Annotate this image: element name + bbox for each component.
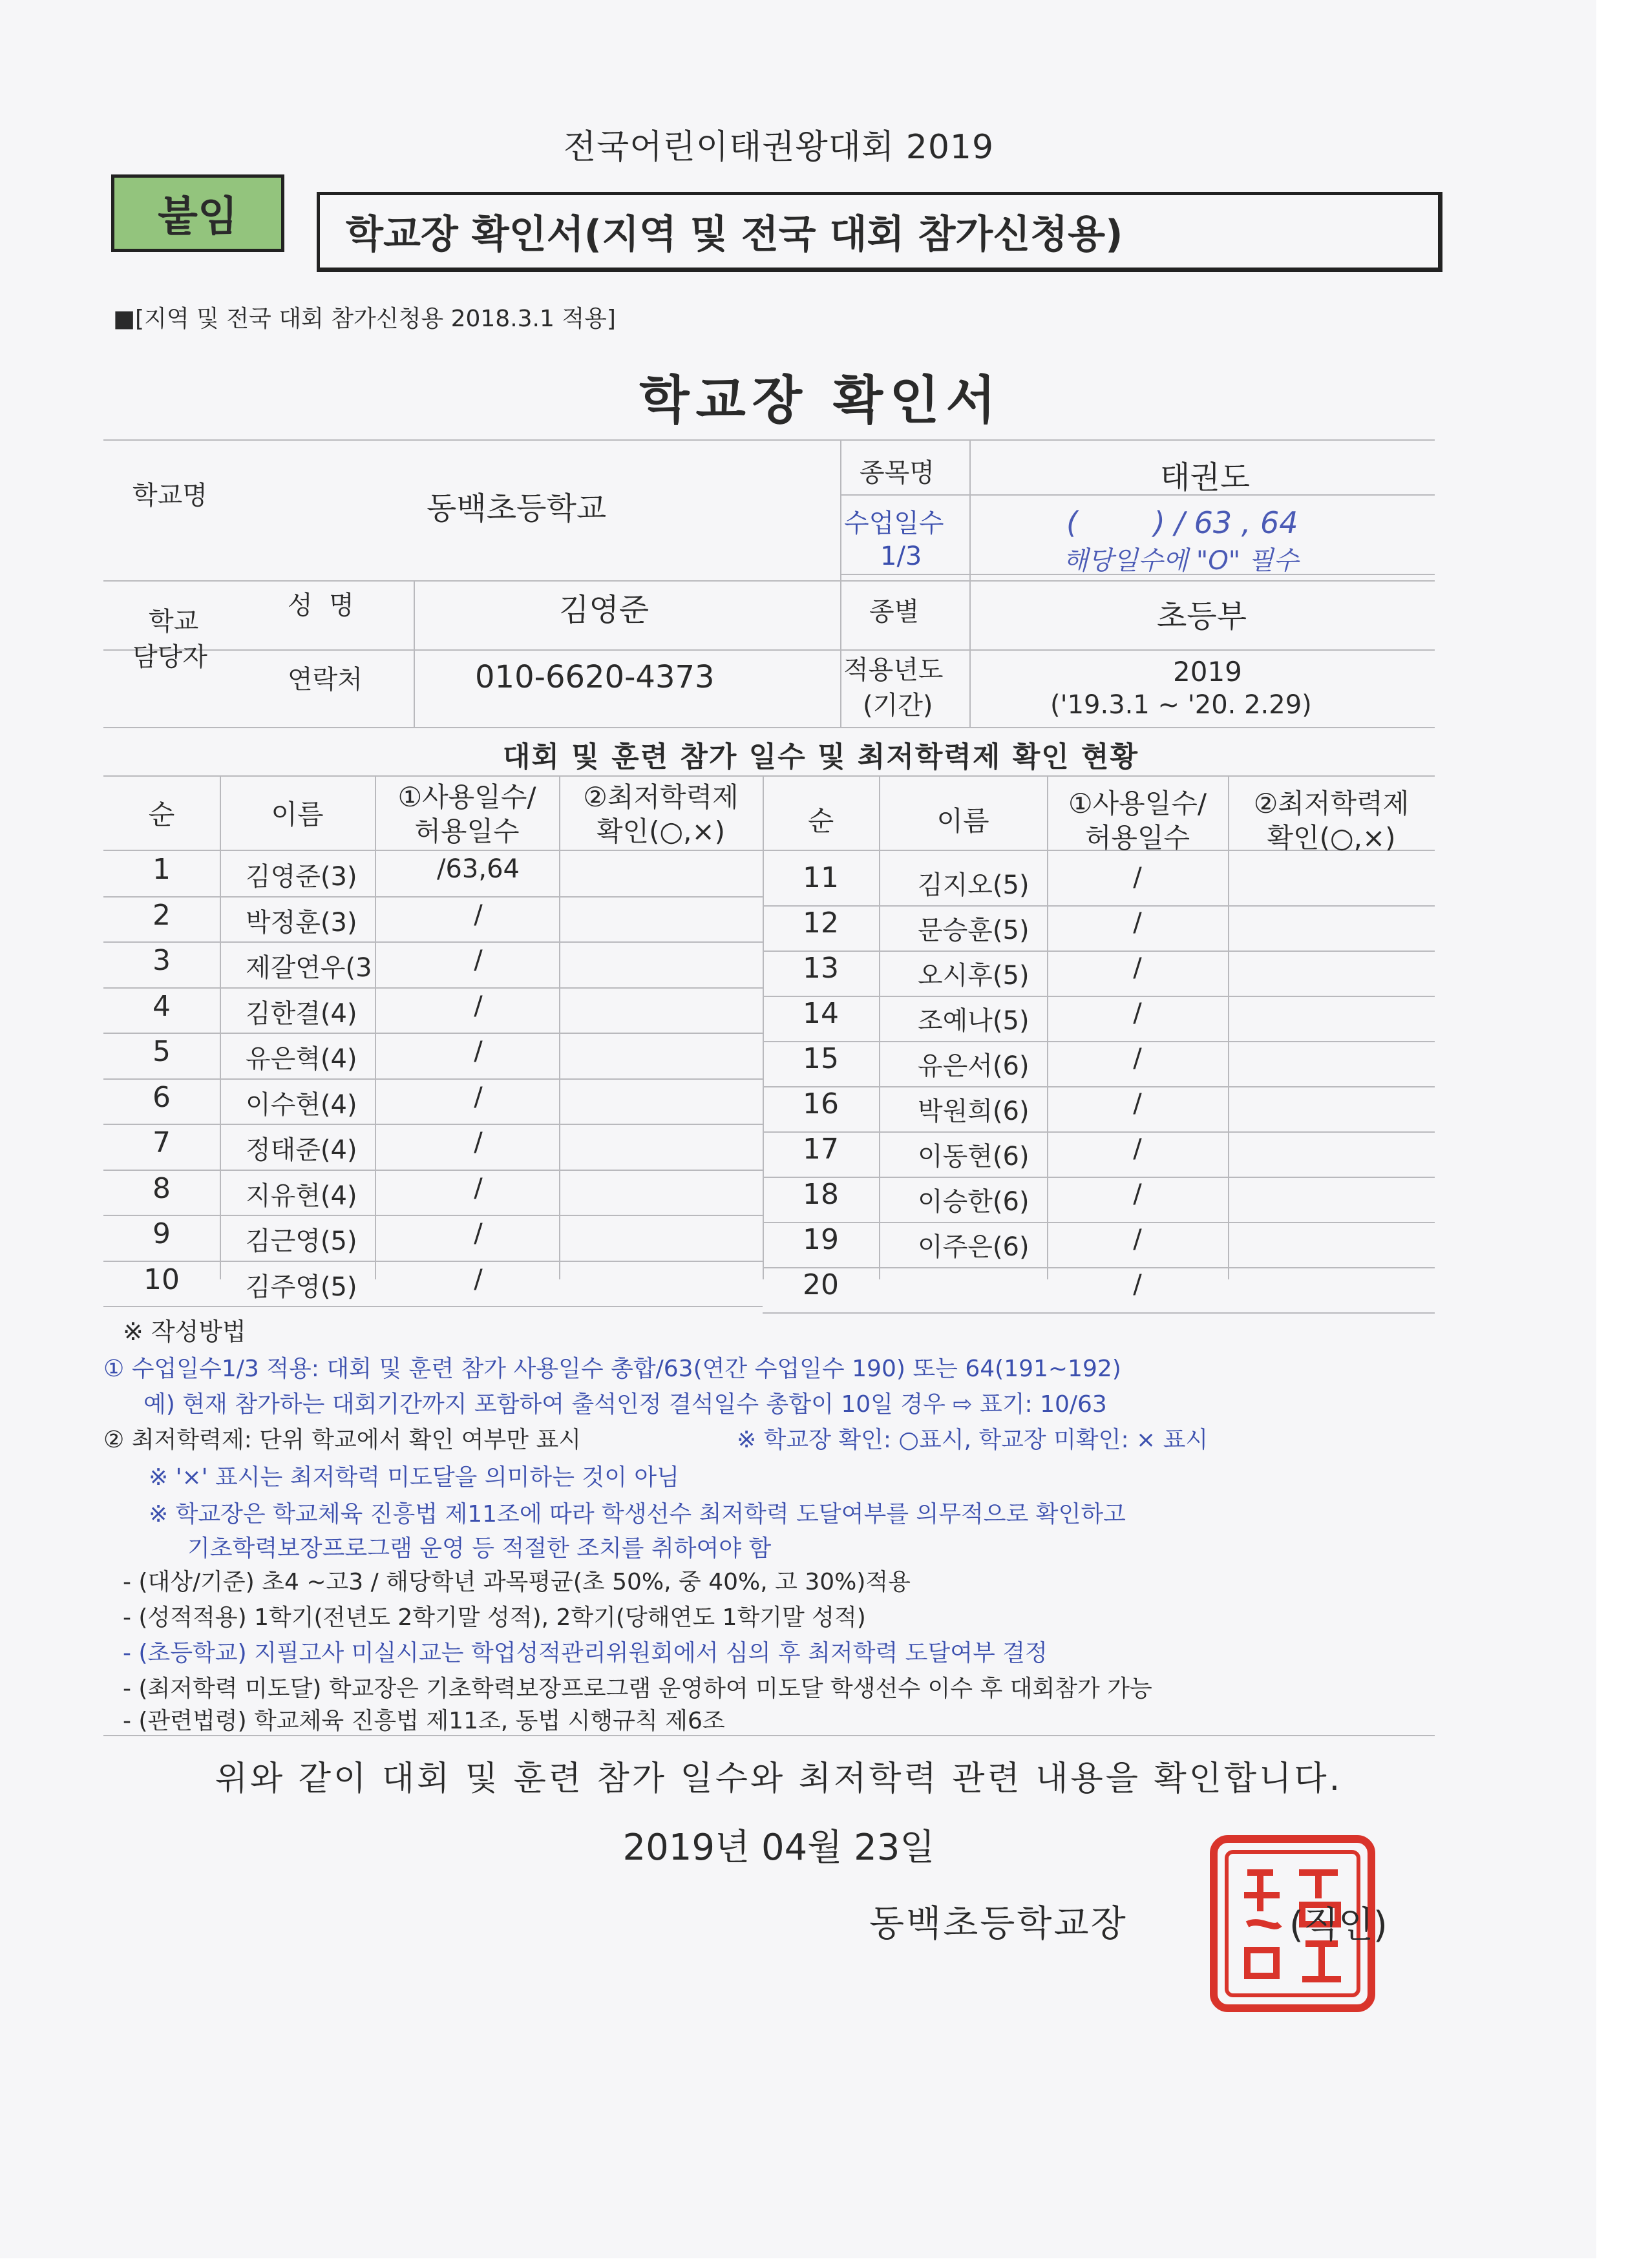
row-name: 김지오(5) [918,870,1030,900]
notes-heading: ※ 작성방법 [123,1318,246,1346]
row-days: / [474,1036,483,1066]
row-seq: 10 [143,1263,180,1296]
row-name: 문승훈(5) [918,916,1030,945]
header-seq: 순 [807,805,834,837]
row-seq: 3 [153,944,171,977]
table-border [879,775,880,1279]
info-divider [969,439,971,727]
info-divider [414,580,415,727]
row-name: 김근영(5) [246,1226,357,1256]
row-seq: 19 [803,1223,839,1256]
header-days-line2: 허용일수 [414,815,520,847]
confirm-text: 위와 같이 대회 및 훈련 참가 일수와 최저학력 관련 내용을 확인합니다. [215,1759,1343,1798]
note-line: 예) 현재 참가하는 대회기간까지 포함하여 출석인정 결석일수 총합이 10일 경우 ⇨ 표기: 10/63 [143,1391,1107,1418]
row-divider [103,1215,763,1216]
header-days [1047,787,1228,855]
row-days: /63,64 [437,854,520,884]
row-name: 정태준(4) [246,1135,357,1165]
row-days: / [1133,998,1142,1028]
row-name: 지유현(4) [246,1181,357,1211]
header-check [559,781,763,848]
row-name: 조예나(5) [918,1006,1030,1036]
school-label: 학교명 [132,481,207,510]
row-name: 김영준(3) [246,862,357,892]
table-border [375,775,376,1279]
header-days [375,781,559,848]
class-days-value: ( ) / 63 , 64 [1066,505,1298,540]
category-value: 초등부 [1157,598,1247,635]
row-divider [103,941,763,943]
note-line: - (최저학력 미도달) 학교장은 기초학력보장프로그램 운영하여 미도달 학생선수 이수 후 대회참가 가능 [123,1675,1152,1702]
row-days: / [474,1219,483,1248]
row-name: 박원희(6) [918,1097,1030,1126]
category-label: 종별 [869,597,920,627]
row-divider [103,1078,763,1080]
row-divider [103,1124,763,1125]
note-line: - (초등학교) 지필고사 미실시교는 학업성적관리위원회에서 심의 후 최저학력 도달여부 결정 [123,1640,1048,1666]
contact-label: 연락처 [288,665,363,695]
note-line: ※ '×' 표시는 최저학력 미도달을 의미하는 것이 아님 [149,1464,679,1491]
row-name: 김주영(5) [246,1272,357,1302]
row-seq: 12 [803,907,839,940]
header-days-line1: ①사용일수/ [397,781,536,813]
event-label: 종목명 [860,458,935,488]
note-line: ① 수업일수1/3 적용: 대회 및 훈련 참가 사용일수 총합/63(연간 수업일수 190) 또는 64(191~192) [103,1356,1121,1382]
row-name: 유은서(6) [918,1051,1030,1081]
row-seq: 17 [803,1133,839,1166]
note-line: - (성적적용) 1학기(전년도 2학기말 성적), 2학기(당해연도 1학기말 성적) [123,1604,866,1631]
table-border [220,775,221,1279]
row-name: 이승한(6) [918,1187,1030,1217]
row-seq: 4 [153,989,171,1023]
row-days: / [1133,1224,1142,1254]
header-check [1228,787,1435,855]
school-value: 동백초등학교 [427,490,607,527]
row-divider [103,1170,763,1171]
row-days: / [1133,953,1142,983]
class-days-fraction: 1/3 [880,541,922,571]
row-days: / [1133,908,1142,938]
row-seq: 1 [153,853,171,886]
info-divider [840,439,841,727]
row-divider [103,1306,763,1307]
section-title: 대회 및 훈련 참가 일수 및 최저학력제 확인 현황 [502,740,1139,773]
row-days: / [1133,1044,1142,1073]
row-divider [103,987,763,989]
row-name: 이주은(6) [918,1232,1030,1262]
row-name: 유은혁(4) [246,1044,357,1074]
event-title: 전국어린이태권왕대회 2019 [563,128,995,167]
class-days-note: 해당일수에 "O" 필수 [1063,546,1299,576]
row-days: / [474,1173,483,1203]
row-divider [103,1261,763,1262]
row-seq: 11 [803,861,839,894]
info-divider [103,580,1435,582]
manager-label: 담당자 [132,642,207,672]
note-line: ② 최저학력제: 단위 학교에서 확인 여부만 표시 [103,1427,582,1453]
row-seq: 8 [153,1171,171,1205]
note-line: - (관련법령) 학교체육 진흥법 제11조, 동법 시행규칙 제6조 [123,1708,725,1734]
row-seq: 6 [153,1080,171,1114]
main-title: 학교장 확인서 [639,370,1002,430]
row-seq: 7 [153,1126,171,1159]
note-line: ※ 학교장은 학교체육 진흥법 제11조에 따라 학생선수 최저학력 도달여부를 의무적으로 확인하고 [149,1501,1126,1528]
header-check-line2: 확인(○,×) [596,815,726,847]
year-label: (기간) [863,691,933,720]
row-days: / [474,991,483,1021]
info-divider [103,439,1435,441]
header-check-line1: ②최저학력제 [583,781,739,813]
info-divider [103,649,1435,651]
row-days: / [474,1264,483,1294]
row-seq: 18 [803,1178,839,1211]
row-days: / [474,1128,483,1157]
row-days: / [1133,863,1142,892]
row-seq: 2 [153,898,171,932]
name-value: 김영준 [559,592,650,628]
row-name: 김한결(4) [246,998,357,1029]
table-border [559,775,560,1279]
row-days: / [474,945,483,975]
row-seq: 16 [803,1087,839,1120]
row-name: 제갈연우(3 [246,953,372,983]
row-seq: 13 [803,952,839,985]
header-check-line1: ②최저학력제 [1253,788,1410,819]
year-period: ('19.3.1 ~ '20. 2.29) [1050,690,1312,720]
info-divider [103,727,1435,728]
note-line: 기초학력보장프로그램 운영 등 적절한 조치를 취하여야 함 [187,1535,772,1562]
row-divider [763,1312,1435,1314]
row-days: / [474,1082,483,1112]
seal-label: (직인) [1289,1904,1388,1946]
event-value: 태권도 [1160,459,1251,496]
row-days: / [1133,1270,1142,1299]
class-days-label: 수업일수 [844,509,944,538]
contact-value: 010-6620-4373 [475,659,715,695]
header-check-line2: 확인(○,×) [1267,821,1396,854]
row-days: / [1133,1134,1142,1164]
row-seq: 20 [803,1268,839,1301]
principal-title: 동백초등학교장 [869,1903,1128,1945]
issue-date: 2019년 04월 23일 [622,1827,935,1869]
header-name: 이름 [936,805,989,837]
row-days: / [1133,1179,1142,1209]
document-title: 학교장 확인서(지역 및 전국 대회 참가신청용) [317,192,1442,272]
notes-divider [103,1735,1435,1736]
applies-note: ■[지역 및 전국 대회 참가신청용 2018.3.1 적용] [113,306,616,332]
row-name: 이수현(4) [246,1089,357,1120]
row-seq: 9 [153,1217,171,1250]
header-name: 이름 [271,799,324,830]
header-seq: 순 [148,799,175,830]
year-label: 적용년도 [843,655,944,685]
note-line: - (대상/기준) 초4 ~고3 / 해당학년 과목평균(초 50%, 중 40%, 고 30%)적용 [123,1569,911,1595]
row-seq: 5 [153,1035,171,1068]
row-divider [103,1033,763,1034]
header-days-line2: 허용일수 [1084,821,1190,854]
row-days: / [1133,1089,1142,1118]
row-divider [103,896,763,898]
row-name: 박정훈(3) [246,907,357,938]
info-divider [840,494,1435,496]
attachment-badge: 붙임 [111,174,284,252]
row-days: / [474,899,483,930]
header-days-line1: ①사용일수/ [1068,788,1207,819]
note-line: ※ 학교장 확인: ○표시, 학교장 미확인: × 표시 [737,1427,1209,1453]
name-label: 성 명 [288,591,354,620]
year-value: 2019 [1173,656,1242,688]
row-seq: 15 [803,1042,839,1075]
table-border [103,775,1435,777]
row-name: 오시후(5) [918,961,1030,991]
row-seq: 14 [803,997,839,1030]
row-name: 이동현(6) [918,1142,1030,1171]
manager-label: 학교 [149,607,199,636]
